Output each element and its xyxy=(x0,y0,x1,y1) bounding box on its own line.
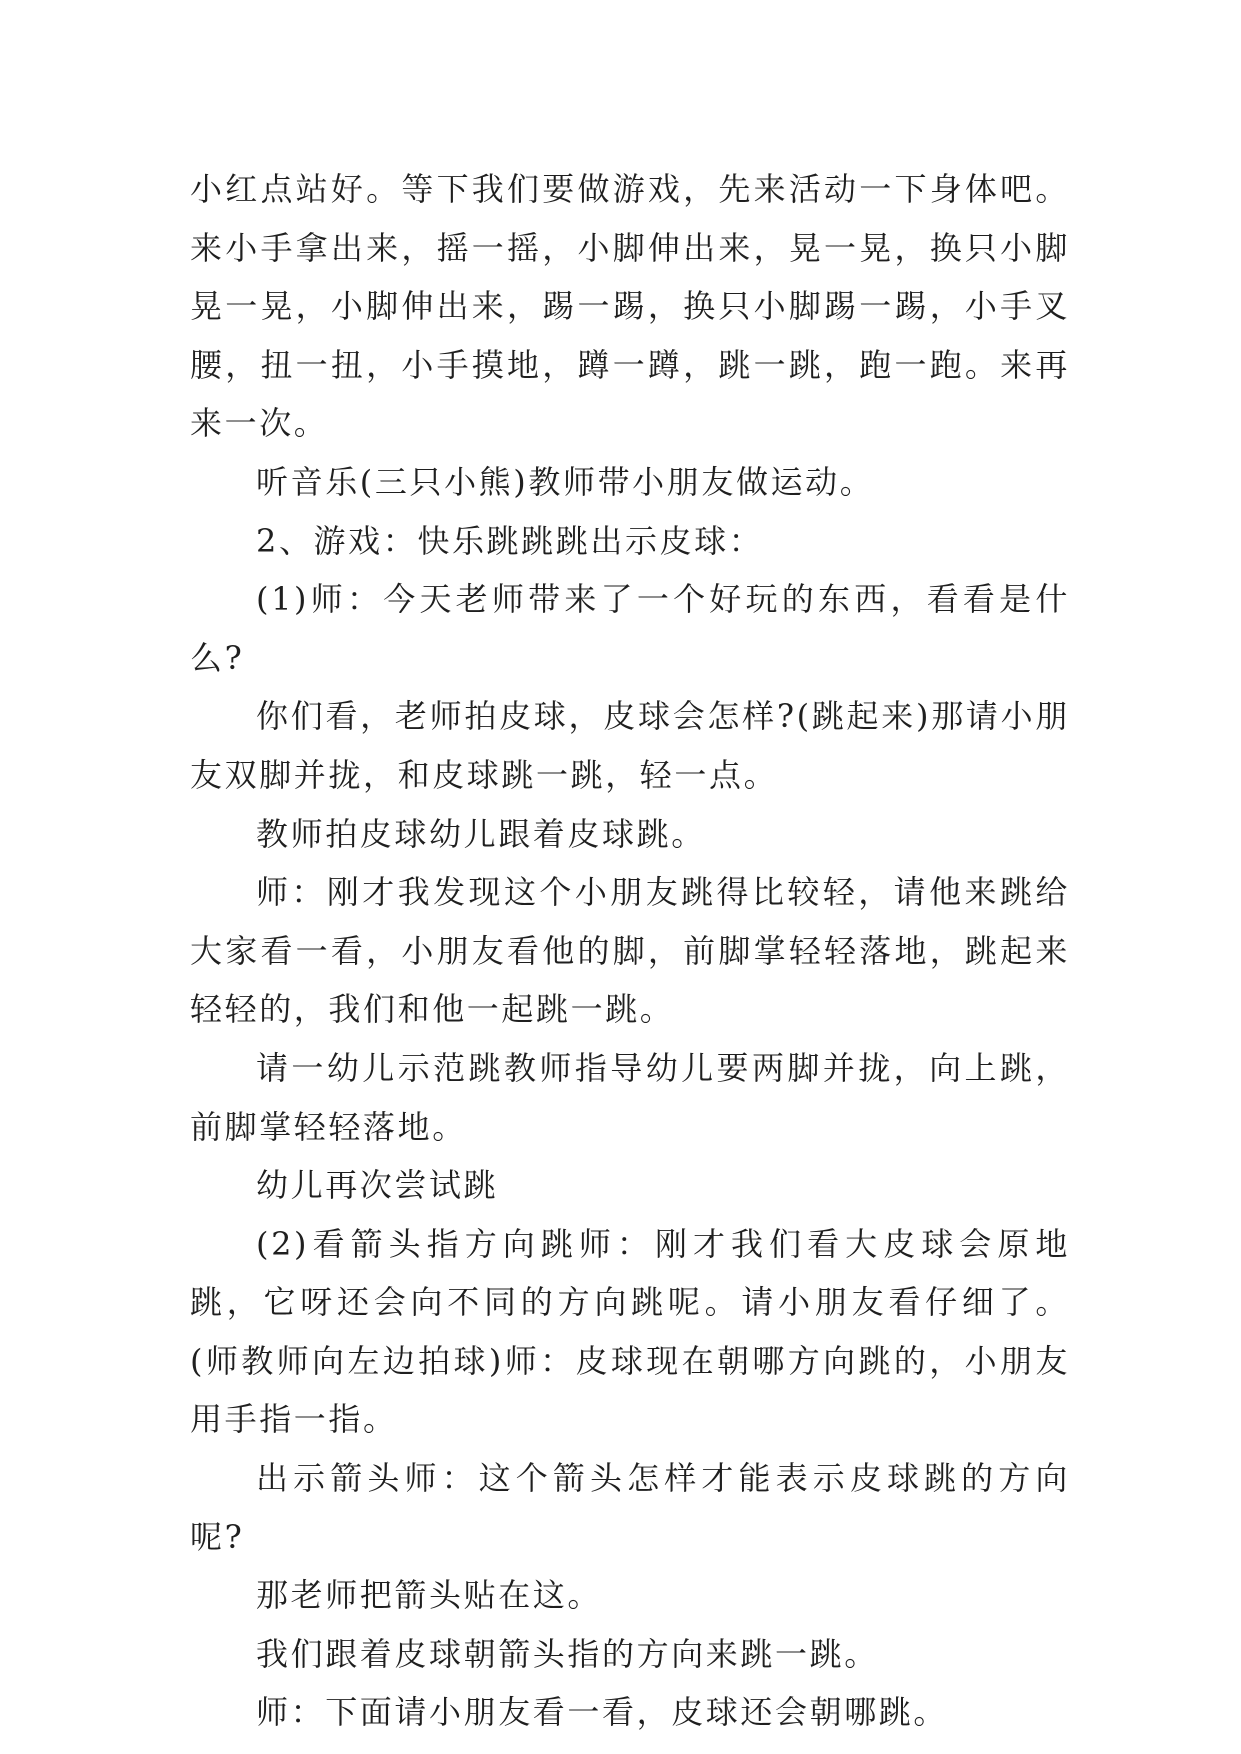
paragraph-follow-arrow: 我们跟着皮球朝箭头指的方向来跳一跳。 xyxy=(256,1634,879,1673)
paragraph-music-exercise: 听音乐(三只小熊)教师带小朋友做运动。 xyxy=(256,462,875,501)
paragraph-place-arrow: 那老师把箭头贴在这。 xyxy=(256,1576,603,1615)
paragraph-arrow-direction: (2)看箭头指方向跳师：刚才我们看大皮球会原地跳，它呀还会向不同的方向跳呢。请小朋友看仔细了。(师教师向左边拍球)师：皮球现在朝哪方向跳的，小朋友用手指一指。 xyxy=(190,1224,1070,1439)
paragraph-next-direction: 师：下面请小朋友看一看，皮球还会朝哪跳。 xyxy=(256,1693,949,1732)
paragraph-ball-bounce: 你们看，老师拍皮球，皮球会怎样?(跳起来)那请小朋友双脚并拢，和皮球跳一跳，轻一点。 xyxy=(190,697,1070,794)
paragraph-children-jump: 教师拍皮球幼儿跟着皮球跳。 xyxy=(256,814,706,853)
paragraph-warmup-continued: 小红点站好。等下我们要做游戏，先来活动一下身体吧。来小手拿出来，摇一摇，小脚伸出来，晃一晃，换只小脚晃一晃，小脚伸出来，踢一踢，换只小脚踢一踢，小手叉腰，扭一扭，小手摸地，蹲一蹲，跳一跳，跑一跑。来再来一次。 xyxy=(190,170,1070,443)
paragraph-game-heading: 2、游戏：快乐跳跳跳出示皮球： xyxy=(256,521,764,560)
paragraph-demonstration: 请一幼儿示范跳教师指导幼儿要两脚并拢，向上跳，前脚掌轻轻落地。 xyxy=(190,1048,1070,1146)
paragraph-show-arrow: 出示箭头师：这个箭头怎样才能表示皮球跳的方向呢? xyxy=(190,1459,1070,1556)
paragraph-teacher-question: (1)师：今天老师带来了一个好玩的东西，看看是什么? xyxy=(190,580,1070,677)
paragraph-teacher-observation: 师：刚才我发现这个小朋友跳得比较轻，请他来跳给大家看一看，小朋友看他的脚，前脚掌轻轻落地，跳起来轻轻的，我们和他一起跳一跳。 xyxy=(190,873,1070,1029)
document-body xyxy=(190,160,1070,1742)
paragraph-try-again: 幼儿再次尝试跳 xyxy=(256,1166,499,1205)
